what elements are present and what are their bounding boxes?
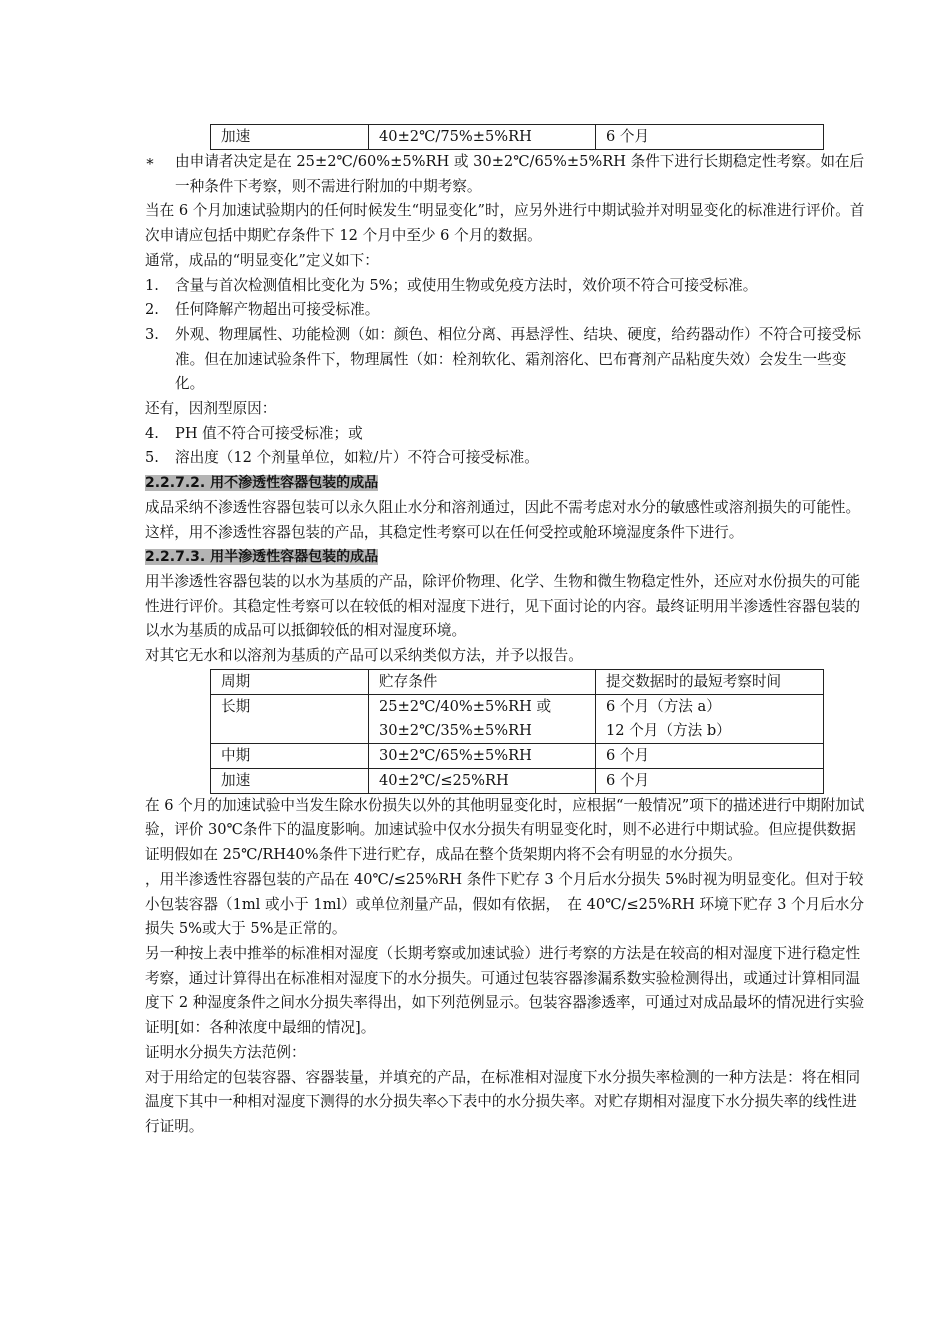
list-item <box>145 274 865 299</box>
table-cell: 40±2℃/≤25%RH <box>369 768 596 793</box>
paragraph-alternative-method: 另一种按上表中推举的标准相对湿度（长期考察或加速试验）进行考察的方法是在较高的相对湿度下进行稳定性考察，通过计算得出在标准相对湿度下的水分损失。可通过包装容器渗漏系数实验检测得出，或通过计算相同温度下 2 种湿度条件之间水分损失率得出，如下列范例显示。包装容器渗透率，可通过对成品最坏的情况进行实验证明[如：各种浓度中最细的情况]。 <box>145 944 865 1037</box>
paragraph-dosage-form-reasons: 还有，因剂型原因： <box>145 400 277 418</box>
list-item-text: PH 值不符合可接受标准；或 <box>175 424 363 442</box>
list-item <box>145 323 865 397</box>
table-cell: 6 个月 <box>596 768 824 793</box>
paragraph-example: 对于用给定的包装容器、容器装量，并填充的产品，在标准相对湿度下水分损失率检测的一种方法是：将在相同温度下其中一种相对湿度下测得的水分损失率◇下表中的水分损失率。对贮存期相对湿度下水分损失率的线性进行证明。 <box>145 1068 861 1135</box>
list-item <box>145 422 865 447</box>
paragraph-semipermeable: 用半渗透性容器包装的以水为基质的产品，除评价物理、化学、生物和微生物稳定性外，还应对水份损失的可能性进行评价。其稳定性考察可以在较低的相对湿度下进行，见下面讨论的内容。最终证明用半渗透性容器包装的以水为基质的成品可以抵御较低的相对湿度环境。 <box>145 572 861 640</box>
paragraph-example-title: 证明水分损失方法范例： <box>145 1043 306 1061</box>
heading-text: 2.2.7.3. 用半渗透性容器包装的成品 <box>145 549 379 566</box>
table-row <box>211 768 824 793</box>
storage-condition-table <box>210 669 824 794</box>
table-header-row <box>211 669 824 694</box>
column-header: 周期 <box>211 669 369 694</box>
heading-text: 2.2.7.2. 用不渗透性容器包装的成品 <box>145 475 379 492</box>
cell-line: 30±2℃/35%±5%RH <box>379 721 532 739</box>
list-number: 2. <box>145 301 159 319</box>
list-number: 5. <box>145 449 159 467</box>
document-page <box>145 124 865 1140</box>
list-item-text: 溶出度（12 个剂量单位，如粒/片）不符合可接受标准。 <box>175 449 539 467</box>
list-item-text: 外观、物理属性、功能检测（如：颜色、相位分离、再悬浮性、结块、硬度，给药器动作）不符合可接受标准。但在加速试验条件下，物理属性（如：栓剂软化、霜剂溶化、巴布膏剂产品粘度失效）会发生一些变化。 <box>175 325 861 393</box>
table-cell: 加速 <box>211 768 369 793</box>
section-heading-2272 <box>145 471 865 496</box>
star-bullet-icon: ∗ <box>145 153 155 170</box>
paragraph-nonaqueous: 对其它无水和以溶剂为基质的产品可以采纳类似方法，并予以报告。 <box>145 647 583 665</box>
paragraph-six-month: 在 6 个月的加速试验中当发生除水份损失以外的其他明显变化时，应根据“一般情况”项下的描述进行中期附加试验，评价 30℃条件下的温度影响。加速试验中仅水分损失有明显变化时，则不必进行中期试验。但应提供数据证明假如在 25℃/RH40%条件下进行贮存，成品在整个货架期内将不会有明显的水分损失。 <box>145 796 865 864</box>
star-note-text: 由申请者决定是在 25±2℃/60%±5%RH 或 30±2℃/65%±5%RH 条件下进行长期稳定性考察。如在后一种条件下考察，则不需进行附加的中期考察。 <box>175 153 865 195</box>
table-cell: 40±2℃/75%±5%RH <box>369 125 596 150</box>
table-cell: 加速 <box>211 125 369 150</box>
list-item <box>145 446 865 471</box>
section-heading-2273 <box>145 545 865 570</box>
list-number: 3. <box>145 325 159 343</box>
paragraph-40c: ，用半渗透性容器包装的产品在 40℃/≤25%RH 条件下贮存 3 个月后水分损失 5%时视为明显变化。但对于较小包装容器（1ml 或小于 1ml）或单位剂量产品，假如有依据， 在 40℃/≤25%RH 环境下贮存 3 个月后水分损失 5%或大于 5%是正常的。 <box>145 870 864 938</box>
list-item-text: 含量与首次检测值相比变化为 5%；或使用生物或免疫方法时，效价项不符合可接受标准。 <box>175 276 758 294</box>
table-cell: 中期 <box>211 743 369 768</box>
table-row <box>211 125 824 150</box>
list-number: 4. <box>145 424 159 442</box>
cell-line: 6 个月（方法 a） <box>606 697 721 715</box>
cell-line: 25±2℃/40%±5%RH 或 <box>379 697 552 715</box>
table-cell: 6 个月 <box>596 125 824 150</box>
list-number: 1. <box>145 276 159 294</box>
paragraph-definition-intro: 通常，成品的“明显变化”定义如下： <box>145 251 379 269</box>
table-cell <box>369 694 596 743</box>
list-item-text: 任何降解产物超出可接受标准。 <box>175 301 380 319</box>
table-row <box>211 743 824 768</box>
table-row <box>211 694 824 743</box>
cell-line: 12 个月（方法 b） <box>606 721 731 739</box>
paragraph-impermeable: 成品采纳不渗透性容器包装可以永久阻止水分和溶剂通过，因此不需考虑对水分的敏感性或溶剂损失的可能性。这样，用不渗透性容器包装的产品，其稳定性考察可以在任何受控或舱环境湿度条件下进行。 <box>145 498 861 541</box>
table-cell: 30±2℃/65%±5%RH <box>369 743 596 768</box>
column-header: 贮存条件 <box>369 669 596 694</box>
column-header: 提交数据时的最短考察时间 <box>596 669 824 694</box>
list-item <box>145 298 865 323</box>
accelerated-condition-table <box>210 124 824 150</box>
paragraph-significant-change: 当在 6 个月加速试验期内的任何时候发生“明显变化”时，应另外进行中期试验并对明显变化的标准进行评价。首次申请应包括中期贮存条件下 12 个月中至少 6 个月的数据。 <box>145 202 865 245</box>
table-cell <box>596 694 824 743</box>
star-note <box>145 150 865 199</box>
table-cell: 6 个月 <box>596 743 824 768</box>
table-cell: 长期 <box>211 694 369 743</box>
